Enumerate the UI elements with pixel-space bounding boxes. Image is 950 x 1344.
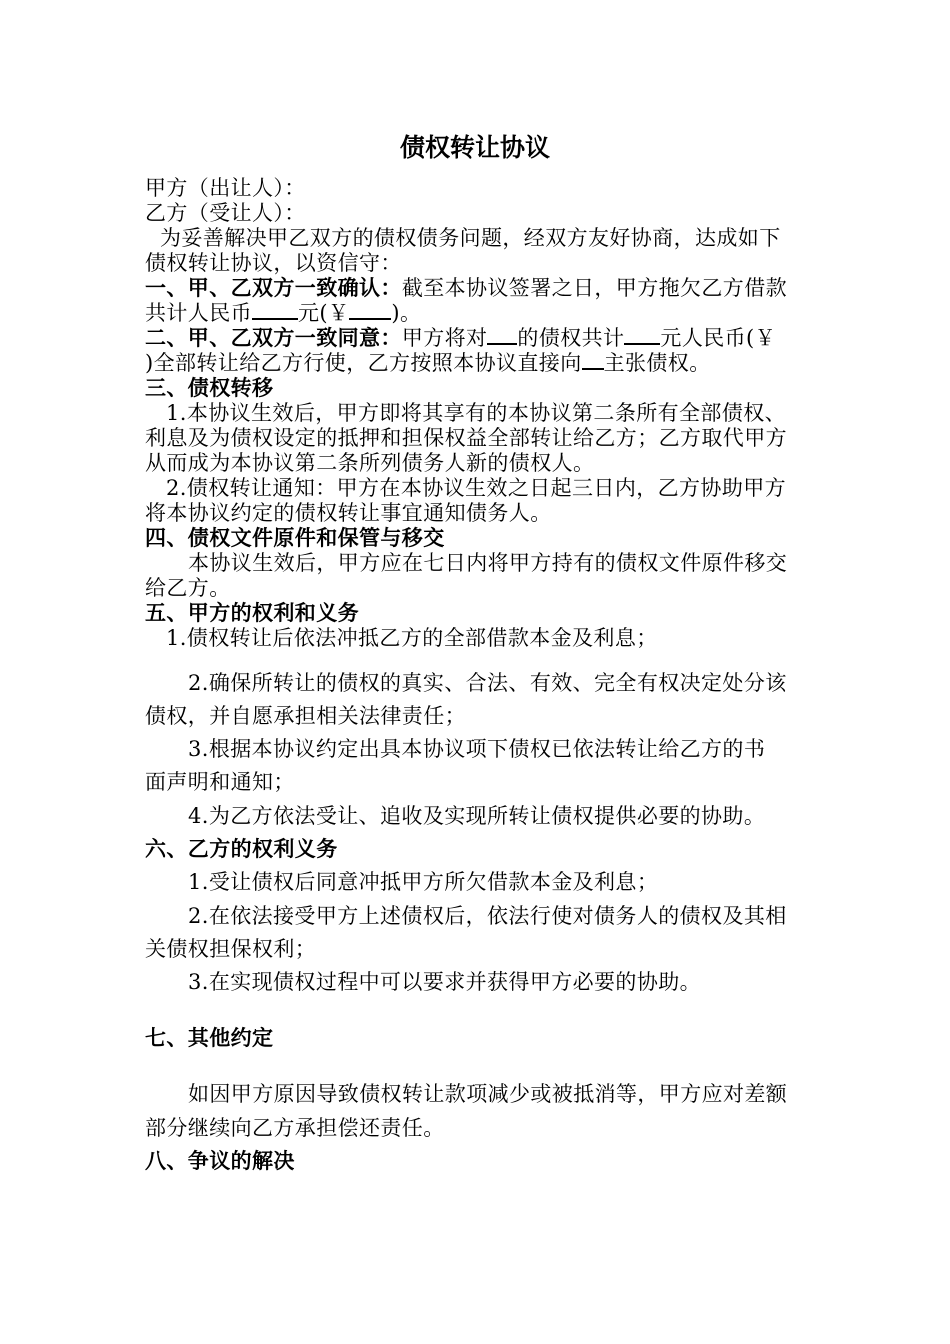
- debtor-blank: [487, 325, 517, 345]
- section-7-line-1: 如因甲方原因导致债权转让款项减少或被抵消等，甲方应对差额: [188, 1082, 788, 1106]
- section-2-line-1: [145, 325, 776, 351]
- section-1-text: 截至本协议签署之日，甲方拖欠乙方借款: [401, 276, 788, 300]
- section-6-heading: 六、乙方的权利义务: [145, 837, 338, 861]
- text-fragment: )全部转让给乙方行使，乙方按照本协议直接向: [145, 351, 582, 375]
- section-3-item-1-line-1: 1.本协议生效后，甲方即将其享有的本协议第二条所有全部债权、: [166, 401, 787, 425]
- section-6-item-2-line-1: 2.在依法接受甲方上述债权后，依法行使对债务人的债权及其相: [188, 904, 787, 928]
- party-b-line: 乙方（受让人）：: [145, 201, 306, 225]
- section-3-heading: 三、债权转移: [145, 376, 274, 400]
- section-3-item-1-line-2: 利息及为债权设定的抵押和担保权益全部转让给乙方；乙方取代甲方: [145, 426, 787, 450]
- text-fragment: 元(￥: [298, 301, 350, 325]
- amount-blank: [252, 300, 298, 320]
- section-5-item-4: 4.为乙方依法受让、追收及实现所转让债权提供必要的协助。: [188, 804, 766, 828]
- section-3-item-1-line-3: 从而成为本协议第二条所列债务人新的债权人。: [145, 451, 595, 475]
- section-5-item-2-line-1: 2.确保所转让的债权的真实、合法、有效、完全有权决定处分该: [188, 671, 787, 695]
- section-5-item-3-line-1: 3.根据本协议约定出具本协议项下债权已依法转让给乙方的书: [188, 737, 766, 761]
- intro-line-2: 债权转让协议，以资信守：: [145, 251, 402, 275]
- text-fragment: )。: [391, 301, 422, 325]
- section-5-item-2-line-2: 债权，并自愿承担相关法律责任；: [145, 704, 466, 728]
- text-fragment: 的债权共计: [517, 326, 625, 350]
- document-title: 债权转让协议: [399, 133, 550, 162]
- section-5-heading: 五、甲方的权利和义务: [145, 601, 359, 625]
- section-2-heading: 二、甲、乙双方一致同意：: [145, 326, 402, 350]
- amount-figure-blank: [349, 300, 391, 320]
- section-6-item-3: 3.在实现债权过程中可以要求并获得甲方必要的协助。: [188, 970, 702, 994]
- text-fragment: 共计人民币: [145, 301, 252, 325]
- section-7-line-2: 部分继续向乙方承担偿还责任。: [145, 1116, 445, 1140]
- text-fragment: 主张债权。: [603, 351, 711, 375]
- party-a-line: 甲方（出让人）：: [145, 176, 306, 200]
- text-fragment: 元人民币(￥: [660, 326, 777, 350]
- section-1-line-1: [145, 275, 787, 301]
- section-8-heading: 八、争议的解决: [145, 1149, 295, 1173]
- text-fragment: 甲方将对: [401, 326, 488, 350]
- section-4-line-2: 给乙方。: [145, 576, 231, 600]
- section-1-line-2: [145, 300, 421, 326]
- section-6-item-2-line-2: 关债权担保权利；: [145, 937, 317, 961]
- section-7-heading: 七、其他约定: [145, 1026, 274, 1050]
- section-2-line-2: [145, 350, 711, 376]
- section-4-heading: 四、债权文件原件和保管与移交: [145, 526, 445, 550]
- claim-target-blank: [582, 350, 604, 370]
- total-blank: [624, 325, 660, 345]
- section-5-item-1: 1.债权转让后依法冲抵乙方的全部借款本金及利息；: [166, 626, 658, 650]
- section-5-item-3-line-2: 面声明和通知；: [145, 770, 295, 794]
- section-4-line-1: 本协议生效后，甲方应在七日内将甲方持有的债权文件原件移交: [188, 551, 788, 575]
- section-3-item-2-line-2: 将本协议约定的债权转让事宜通知债务人。: [145, 501, 552, 525]
- section-1-heading: 一、甲、乙双方一致确认：: [145, 276, 402, 300]
- intro-line-1: 为妥善解决甲乙双方的债权债务问题，经双方友好协商，达成如下: [160, 226, 781, 250]
- section-6-item-1: 1.受让债权后同意冲抵甲方所欠借款本金及利息；: [188, 870, 659, 894]
- section-3-item-2-line-1: 2.债权转让通知：甲方在本协议生效之日起三日内，乙方协助甲方: [166, 476, 787, 500]
